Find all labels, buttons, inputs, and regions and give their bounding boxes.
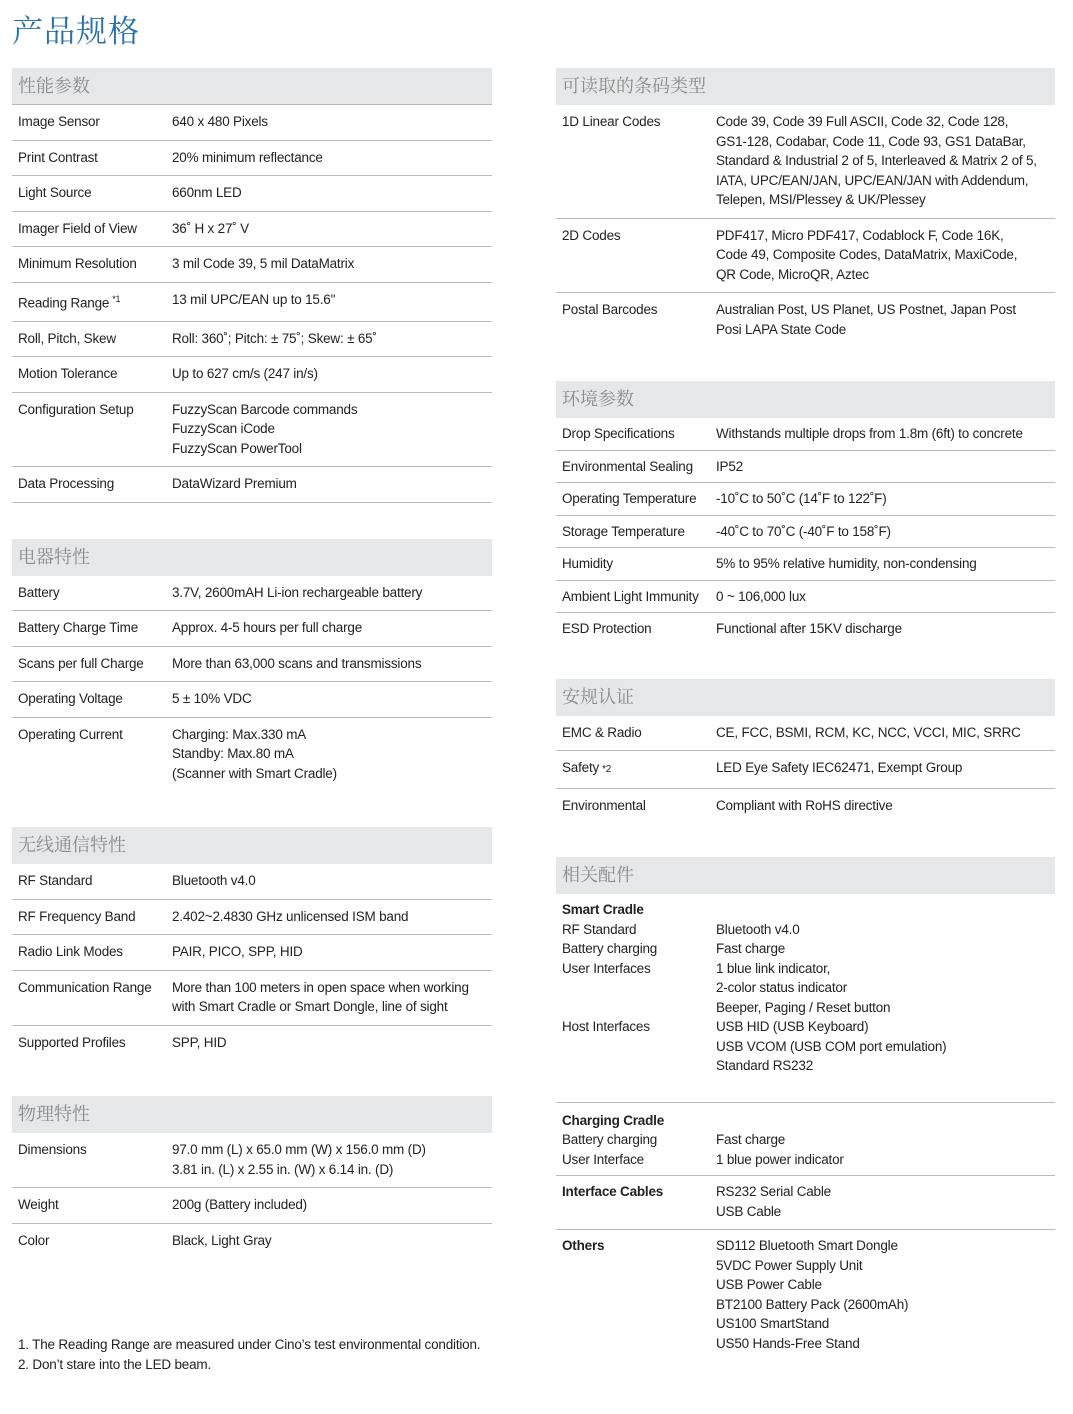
accessory-line — [556, 920, 1055, 940]
footnote: 1. The Reading Range are measured under Cino’s test environmental condition. — [18, 1337, 481, 1352]
spec-value: Code 39, Code 39 Full ASCII, Code 32, Code 128, GS1-128, Codabar, Code 11, Code 93, GS1 DataBar, Standard & Industrial 2 of 5, Interleaved & Matrix 2 of 5, IATA, UPC/EAN/JAN, UPC/EAN/JAN with Addendum, Telepen, MSI/Plessey & UK/Plessey — [716, 114, 1037, 207]
accessory-line — [556, 1150, 1055, 1170]
spec-label: Drop Specifications — [562, 426, 675, 441]
spec-row — [12, 1133, 492, 1188]
spec-value: PAIR, PICO, SPP, HID — [172, 944, 303, 959]
section-heading: 可读取的条码类型 — [556, 68, 1055, 105]
accessory-line — [556, 1130, 1055, 1150]
accessory-value: 1 blue link indicator, 2-color status indicator Beeper, Paging / Reset button — [716, 960, 891, 1015]
spec-label: 2D Codes — [562, 227, 621, 243]
spec-row — [12, 105, 492, 141]
spec-label: Data Processing — [18, 476, 115, 491]
spec-value: Bluetooth v4.0 — [172, 873, 256, 888]
spec-label: Image Sensor — [18, 114, 100, 129]
spec-row — [12, 283, 492, 322]
spec-label: Storage Temperature — [562, 523, 685, 539]
spec-value: More than 100 meters in open space when working with Smart Cradle or Smart Dongle, line of sight — [172, 979, 469, 1014]
accessory-value: SD112 Bluetooth Smart Dongle 5VDC Power Supply Unit USB Power Cable BT2100 Battery Pack (2600mAh) US100 SmartStand US50 Hands-Free Stand — [716, 1238, 909, 1351]
spec-label: Battery Charge Time — [18, 620, 139, 635]
spec-value: 5% to 95% relative humidity, non-condensing — [716, 556, 977, 571]
spec-value: Withstands multiple drops from 1.8m (6ft) to concrete — [716, 426, 1023, 441]
spec-label: Postal Barcodes — [562, 302, 658, 317]
spec-label: Environmental Sealing — [562, 458, 693, 474]
footnotes — [18, 1335, 480, 1374]
spec-label: Light Source — [18, 185, 92, 200]
spec-label: Environmental — [562, 797, 646, 813]
spec-value: 0 ~ 106,000 lux — [716, 588, 806, 604]
spec-label: Operating Voltage — [18, 691, 123, 706]
spec-row — [12, 141, 492, 177]
spec-row — [12, 247, 492, 283]
spec-value: 3.7V, 2600mAH Li-ion rechargeable battery — [172, 584, 423, 600]
spec-label: RF Standard — [18, 873, 93, 888]
spec-row — [556, 483, 1055, 516]
spec-row — [556, 581, 1055, 614]
accessory-title: Charging Cradle — [562, 1112, 665, 1128]
accessory-charging-cradle — [556, 1103, 1055, 1177]
accessory-title: Smart Cradle — [562, 902, 644, 917]
section-barcodes — [556, 68, 1055, 347]
accessory-value: Bluetooth v4.0 — [716, 921, 800, 937]
spec-value: 13 mil UPC/EAN up to 15.6" — [172, 291, 336, 307]
spec-value: 5 ± 10% VDC — [172, 691, 252, 706]
spec-row — [12, 682, 492, 718]
spec-row — [12, 900, 492, 936]
right-column — [556, 68, 1055, 1361]
section-heading: 环境参数 — [556, 381, 1055, 418]
spec-value: Black, Light Gray — [172, 1232, 272, 1248]
section-physical — [12, 1096, 492, 1258]
spec-label: Battery — [18, 584, 60, 600]
section-heading: 安规认证 — [556, 679, 1055, 716]
spec-value: 660nm LED — [172, 185, 242, 200]
spec-row — [556, 613, 1055, 645]
spec-row — [12, 576, 492, 612]
spec-value: SPP, HID — [172, 1034, 227, 1050]
accessory-label: RF Standard — [562, 921, 637, 937]
spec-label: Safety — [562, 760, 600, 775]
accessory-value: Fast charge — [716, 941, 786, 956]
spec-row — [556, 751, 1055, 789]
footnote-marker: *2 — [602, 764, 612, 775]
accessory-label: User Interfaces — [562, 960, 651, 976]
accessory-value: RS232 Serial Cable USB Cable — [716, 1184, 831, 1219]
spec-value: 640 x 480 Pixels — [172, 114, 268, 129]
spec-label-with-footnote — [12, 290, 172, 313]
spec-row — [556, 418, 1055, 451]
spec-label: Minimum Resolution — [18, 256, 137, 271]
accessory-label: Battery charging — [562, 941, 658, 956]
spec-label: ESD Protection — [562, 621, 652, 636]
spec-value: 97.0 mm (L) x 65.0 mm (W) x 156.0 mm (D) 3.81 in. (L) x 2.55 in. (W) x 6.14 in. (D) — [172, 1142, 426, 1177]
spec-value: LED Eye Safety IEC62471, Exempt Group — [716, 760, 963, 775]
spec-label: Communication Range — [18, 979, 152, 995]
spec-row — [12, 176, 492, 212]
spec-value: More than 63,000 scans and transmissions — [172, 655, 422, 671]
spec-row — [556, 105, 1055, 219]
spec-value: Approx. 4-5 hours per full charge — [172, 620, 363, 635]
spec-value: FuzzyScan Barcode commands FuzzyScan iCode FuzzyScan PowerTool — [172, 401, 358, 456]
spec-label: Print Contrast — [18, 149, 98, 165]
accessory-line — [556, 939, 1055, 959]
spec-row — [556, 293, 1055, 347]
spec-value: -40˚C to 70˚C (-40˚F to 158˚F) — [716, 523, 891, 539]
spec-row — [556, 451, 1055, 484]
spec-row — [556, 789, 1055, 824]
accessory-value: 1 blue power indicator — [716, 1151, 844, 1167]
footnote-marker: *1 — [112, 293, 121, 304]
spec-value: Functional after 15KV discharge — [716, 621, 902, 636]
accessory-label: Host Interfaces — [562, 1019, 650, 1034]
spec-label: Motion Tolerance — [18, 366, 118, 381]
left-column — [12, 68, 492, 1258]
spec-value: Up to 627 cm/s (247 in/s) — [172, 366, 318, 381]
accessory-label: Interface Cables — [562, 1184, 664, 1199]
spec-row — [12, 212, 492, 248]
spec-label: Ambient Light Immunity — [562, 588, 699, 604]
spec-value: 200g (Battery included) — [172, 1197, 307, 1212]
spec-value: Australian Post, US Planet, US Postnet, Japan Post Posi LAPA State Code — [716, 302, 1016, 337]
footnote: 2. Don’t stare into the LED beam. — [18, 1356, 212, 1372]
spec-label: Radio Link Modes — [18, 944, 123, 959]
section-heading: 电器特性 — [12, 539, 492, 576]
spec-row — [12, 322, 492, 358]
spec-label: Supported Profiles — [18, 1034, 126, 1050]
spec-label: Operating Temperature — [562, 491, 697, 506]
spec-value: PDF417, Micro PDF417, Codablock F, Code 16K, Code 49, Composite Codes, DataMatrix, MaxiCode, QR Code, MicroQR, Aztec — [716, 227, 1018, 282]
spec-label-with-footnote — [556, 758, 716, 780]
spec-row — [12, 935, 492, 971]
section-heading: 性能参数 — [12, 68, 492, 105]
accessory-label: Battery charging — [562, 1132, 658, 1147]
accessory-line — [556, 1017, 1055, 1076]
accessory-label: Others — [562, 1238, 605, 1253]
spec-label: Dimensions — [18, 1142, 87, 1157]
spec-value: Roll: 360˚; Pitch: ± 75˚; Skew: ± 65˚ — [172, 330, 377, 346]
accessory-value: USB HID (USB Keyboard) USB VCOM (USB COM port emulation) Standard RS232 — [716, 1019, 947, 1073]
accessory-smart-cradle — [556, 894, 1055, 1103]
spec-row — [556, 219, 1055, 294]
spec-value: 20% minimum reflectance — [172, 149, 323, 165]
section-heading: 物理特性 — [12, 1096, 492, 1133]
spec-row — [12, 864, 492, 900]
spec-row — [12, 971, 492, 1026]
spec-row — [556, 548, 1055, 581]
spec-value: 36˚ H x 27˚ V — [172, 220, 249, 236]
spec-row — [556, 516, 1055, 549]
spec-row — [12, 611, 492, 647]
accessory-label: User Interface — [562, 1151, 644, 1167]
spec-label: Humidity — [562, 556, 613, 571]
spec-row — [12, 1026, 492, 1061]
spec-row — [12, 393, 492, 468]
accessory-interface-cables — [556, 1176, 1055, 1230]
spec-label: Weight — [18, 1197, 59, 1212]
spec-row — [12, 467, 492, 503]
spec-value: CE, FCC, BSMI, RCM, KC, NCC, VCCI, MIC, SRRC — [716, 724, 1021, 740]
accessory-others — [556, 1230, 1055, 1361]
spec-label: RF Frequency Band — [18, 908, 136, 924]
spec-value: 3 mil Code 39, 5 mil DataMatrix — [172, 256, 355, 271]
spec-row — [556, 716, 1055, 752]
spec-label: Reading Range — [18, 295, 110, 310]
section-electrical — [12, 539, 492, 792]
spec-label: EMC & Radio — [562, 724, 642, 740]
section-heading: 无线通信特性 — [12, 827, 492, 864]
section-heading: 相关配件 — [556, 857, 1055, 894]
spec-label: Imager Field of View — [18, 220, 137, 236]
spec-value: Compliant with RoHS directive — [716, 797, 893, 813]
spec-value: DataWizard Premium — [172, 476, 297, 491]
spec-label: Roll, Pitch, Skew — [18, 330, 116, 346]
spec-label: 1D Linear Codes — [562, 114, 661, 129]
section-certification — [556, 679, 1055, 824]
page-title: 产品规格 — [12, 14, 140, 50]
accessory-value: Fast charge — [716, 1132, 786, 1147]
spec-label: Operating Current — [18, 726, 123, 742]
spec-value: -10˚C to 50˚C (14˚F to 122˚F) — [716, 491, 887, 506]
spec-value: 2.402~2.4830 GHz unlicensed ISM band — [172, 908, 409, 924]
section-performance — [12, 68, 492, 503]
spec-label: Scans per full Charge — [18, 655, 144, 671]
spec-row — [12, 357, 492, 393]
spec-row — [12, 1224, 492, 1259]
spec-row — [12, 647, 492, 683]
spec-value: IP52 — [716, 458, 743, 474]
spec-label: Color — [18, 1232, 50, 1248]
spec-value: Charging: Max.330 mA Standby: Max.80 mA (Scanner with Smart Cradle) — [172, 726, 337, 781]
section-wireless — [12, 827, 492, 1060]
section-environment — [556, 381, 1055, 645]
section-accessories — [556, 857, 1055, 1361]
spec-label: Configuration Setup — [18, 401, 134, 417]
spec-row — [12, 1188, 492, 1224]
spec-row — [12, 718, 492, 792]
accessory-line — [556, 959, 1055, 1018]
